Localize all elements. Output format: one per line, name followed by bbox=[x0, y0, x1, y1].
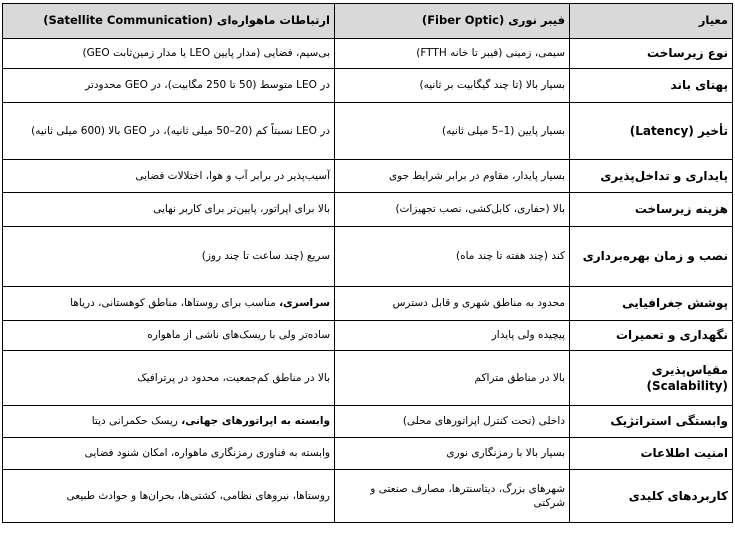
fiber-cell: بسیار بالا (تا چند گیگابیت بر ثانیه) bbox=[335, 69, 570, 103]
criterion-cell: نصب و زمان بهره‌برداری bbox=[570, 227, 733, 287]
table-row bbox=[3, 470, 733, 523]
table-row bbox=[3, 69, 733, 103]
criterion-cell: وابستگی استراتژیک bbox=[570, 406, 733, 438]
table-row bbox=[3, 160, 733, 193]
fiber-cell: بالا در مناطق متراکم bbox=[335, 351, 570, 406]
satellite-cell: سریع (چند ساعت تا چند روز) bbox=[3, 227, 335, 287]
comparison-table-container bbox=[2, 3, 732, 523]
table-row bbox=[3, 321, 733, 351]
satellite-cell bbox=[3, 287, 335, 321]
satellite-cell: روستاها، نیروهای نظامی، کشتی‌ها، بحران‌ها و حوادث طبیعی bbox=[3, 470, 335, 523]
header-satellite: ارتباطات ماهواره‌ای (Satellite Communication) bbox=[3, 4, 335, 39]
criterion-cell: کاربردهای کلیدی bbox=[570, 470, 733, 523]
fiber-cell: پیچیده ولی پایدار bbox=[335, 321, 570, 351]
criterion-cell: پایداری و تداخل‌پذیری bbox=[570, 160, 733, 193]
satellite-cell bbox=[3, 406, 335, 438]
fiber-cell: شهرهای بزرگ، دیتاسنترها، مصارف صنعتی و شرکتی bbox=[335, 470, 570, 523]
criterion-cell: پهنای باند bbox=[570, 69, 733, 103]
criterion-cell: هزینه زیرساخت bbox=[570, 193, 733, 227]
fiber-cell: بالا (حفاری، کابل‌کشی، نصب تجهیزات) bbox=[335, 193, 570, 227]
table-row bbox=[3, 287, 733, 321]
fiber-cell: محدود به مناطق شهری و قابل دسترس bbox=[335, 287, 570, 321]
satellite-cell-rest: مناسب برای روستاها، مناطق کوهستانی، دریاها bbox=[70, 297, 276, 310]
fiber-cell: بسیار پایدار، مقاوم در برابر شرایط جوی bbox=[335, 160, 570, 193]
table-row bbox=[3, 351, 733, 406]
table-row bbox=[3, 406, 733, 438]
satellite-cell: ساده‌تر ولی با ریسک‌های ناشی از ماهواره bbox=[3, 321, 335, 351]
header-fiber: فیبر نوری (Fiber Optic) bbox=[335, 4, 570, 39]
comparison-table bbox=[2, 3, 733, 523]
table-row bbox=[3, 39, 733, 69]
satellite-cell-emphasis: وابسته به اپراتورهای جهانی، bbox=[181, 415, 330, 428]
criterion-cell: تأخیر (Latency) bbox=[570, 103, 733, 160]
satellite-cell-rest: ریسک حکمرانی دیتا bbox=[91, 415, 178, 428]
satellite-cell: بالا برای اپراتور، پایین‌تر برای کاربر نهایی bbox=[3, 193, 335, 227]
criterion-cell: پوشش جغرافیایی bbox=[570, 287, 733, 321]
satellite-cell: بی‌سیم، فضایی (مدار پایین LEO یا مدار زمین‌ثابت GEO) bbox=[3, 39, 335, 69]
satellite-cell: بالا در مناطق کم‌جمعیت، محدود در پرترافیک bbox=[3, 351, 335, 406]
table-row bbox=[3, 103, 733, 160]
table-row bbox=[3, 227, 733, 287]
satellite-cell: در LEO نسبتاً کم (20–50 میلی ثانیه)، در GEO بالا (600 میلی ثانیه) bbox=[3, 103, 335, 160]
criterion-cell: مقیاس‌پذیری (Scalability) bbox=[570, 351, 733, 406]
criterion-cell: امنیت اطلاعات bbox=[570, 438, 733, 470]
satellite-cell: در LEO متوسط (50 تا 250 مگابیت)، در GEO محدودتر bbox=[3, 69, 335, 103]
criterion-cell: نگهداری و تعمیرات bbox=[570, 321, 733, 351]
fiber-cell: بسیار بالا با رمزنگاری نوری bbox=[335, 438, 570, 470]
header-row bbox=[3, 4, 733, 39]
table-row bbox=[3, 193, 733, 227]
criterion-cell: نوع زیرساخت bbox=[570, 39, 733, 69]
fiber-cell: داخلی (تحت کنترل اپراتورهای محلی) bbox=[335, 406, 570, 438]
table-row bbox=[3, 438, 733, 470]
satellite-cell: آسیب‌پذیر در برابر آب و هوا، اختلالات فضایی bbox=[3, 160, 335, 193]
satellite-cell-emphasis: سراسری، bbox=[279, 297, 330, 310]
fiber-cell: کند (چند هفته تا چند ماه) bbox=[335, 227, 570, 287]
fiber-cell: سیمی، زمینی (فیبر تا خانه FTTH) bbox=[335, 39, 570, 69]
header-criterion: معیار bbox=[570, 4, 733, 39]
fiber-cell: بسیار پایین (1–5 میلی ثانیه) bbox=[335, 103, 570, 160]
satellite-cell: وابسته به فناوری رمزنگاری ماهواره، امکان شنود فضایی bbox=[3, 438, 335, 470]
